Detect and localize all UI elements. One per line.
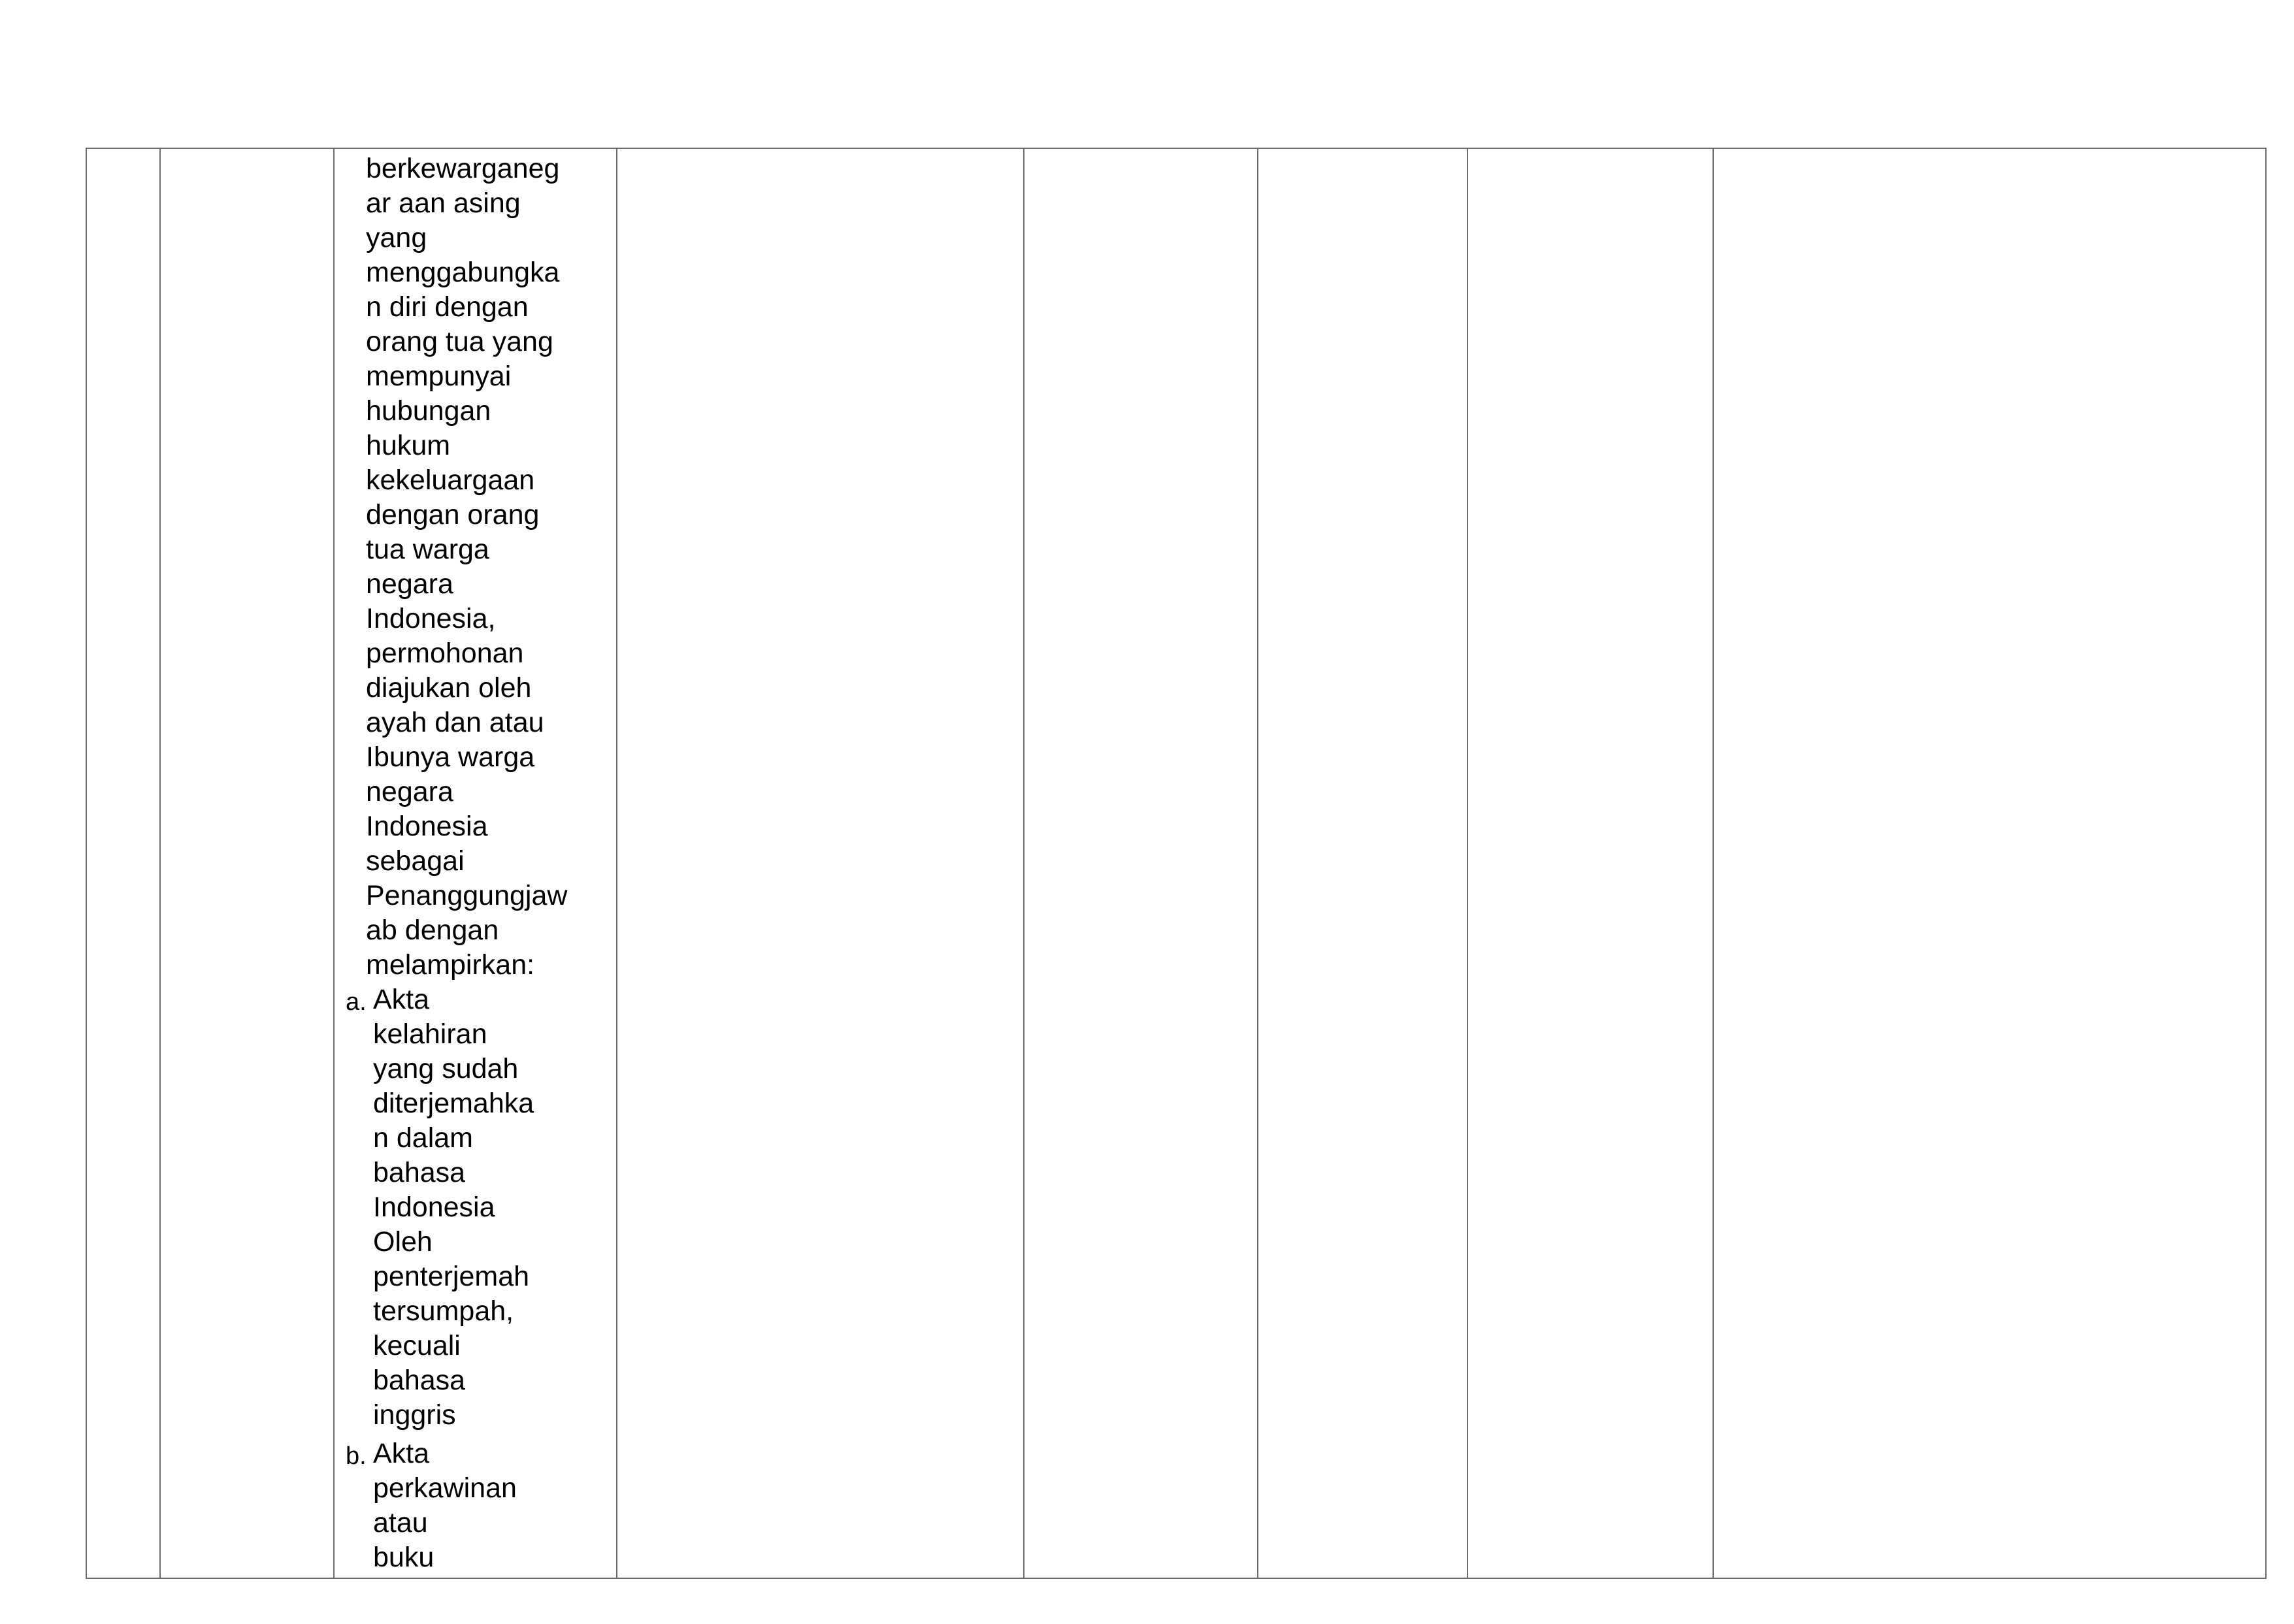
- text-line: inggris: [373, 1399, 456, 1431]
- text-line: diterjemahka: [373, 1088, 534, 1119]
- text-line: negara: [366, 568, 453, 600]
- column-divider: [333, 149, 335, 1578]
- text-line: yang: [366, 222, 427, 253]
- text-line: tua warga: [366, 534, 489, 565]
- column-divider: [1467, 149, 1468, 1578]
- text-line: perkawinan: [373, 1472, 517, 1504]
- text-line: diajukan oleh: [366, 672, 532, 704]
- text-line: hukum: [366, 430, 451, 461]
- text-line: mempunyai: [366, 361, 512, 392]
- text-line: atau: [373, 1507, 428, 1538]
- text-line: kekeluargaan: [366, 464, 535, 496]
- text-line: orang tua yang: [366, 326, 553, 357]
- text-line: kecuali: [373, 1330, 461, 1361]
- column-divider: [1712, 149, 1714, 1578]
- text-line: ar aan asing: [366, 187, 521, 219]
- text-line: berkewarganeg: [366, 153, 560, 184]
- column-divider: [159, 149, 161, 1578]
- text-line: n dalam: [373, 1122, 473, 1154]
- document-table: [86, 148, 2267, 1579]
- text-line: Penanggungjaw: [366, 880, 568, 911]
- text-line: Indonesia: [366, 811, 488, 842]
- text-line: hubungan: [366, 395, 491, 427]
- list-marker: b.: [346, 1442, 367, 1470]
- text-line: Indonesia: [373, 1192, 495, 1223]
- text-line: permohonan: [366, 638, 524, 669]
- text-line: menggabungka: [366, 257, 560, 288]
- text-line: n diri dengan: [366, 291, 529, 323]
- text-line: ab dengan: [366, 915, 499, 946]
- text-line: bahasa: [373, 1157, 466, 1188]
- text-line: Akta: [373, 1438, 430, 1469]
- text-line: Indonesia,: [366, 603, 496, 634]
- text-line: kelahiran: [373, 1018, 487, 1050]
- text-line: buku: [373, 1542, 434, 1573]
- text-line: sebagai: [366, 845, 465, 877]
- text-line: yang sudah: [373, 1053, 519, 1084]
- text-line: tersumpah,: [373, 1295, 514, 1327]
- text-line: negara: [366, 776, 453, 807]
- text-line: ayah dan atau: [366, 707, 544, 738]
- list-marker: a.: [346, 988, 367, 1016]
- text-line: Ibunya warga: [366, 741, 535, 773]
- column-divider: [1023, 149, 1024, 1578]
- text-line: Oleh: [373, 1226, 433, 1258]
- text-line: melampirkan:: [366, 949, 535, 981]
- column-divider: [1257, 149, 1258, 1578]
- text-line: penterjemah: [373, 1261, 530, 1292]
- text-line: dengan orang: [366, 499, 540, 530]
- column-divider: [616, 149, 617, 1578]
- text-line: bahasa: [373, 1365, 466, 1396]
- text-line: Akta: [373, 984, 430, 1015]
